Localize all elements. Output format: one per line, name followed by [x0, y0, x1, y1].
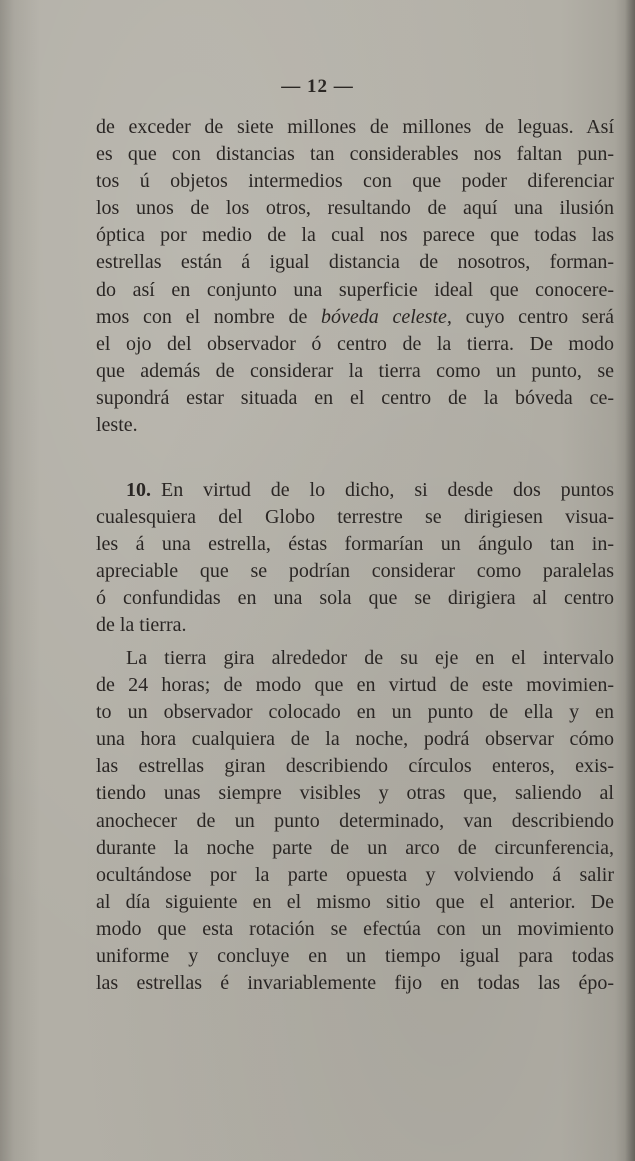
page-number: — 12 — — [281, 76, 354, 97]
text-line: una hora cualquiera de la noche, podrá observar cómo — [96, 728, 614, 751]
text-line: tos ú objetos intermedios con que poder diferenciar — [96, 170, 614, 193]
text-line-numbered — [96, 477, 614, 504]
text-line: de exceder de siete millones de millones de leguas. Así — [96, 116, 614, 138]
text-line: es que con distancias tan considerables nos faltan pun- — [96, 143, 614, 166]
text-line: to un observador colocado en un punto de ella y en — [96, 701, 614, 724]
text-line: que además de considerar la tierra como un punto, se — [96, 359, 614, 382]
text-line: do así en conjunto una superficie ideal que conocere- — [96, 278, 614, 301]
text-line: apreciable que se podrían considerar como paralelas — [96, 560, 614, 583]
paragraph-3 — [96, 645, 614, 997]
text-line: leste. — [96, 414, 138, 437]
text-segment: mos con el nombre de — [96, 305, 308, 328]
text-line: de la tierra. — [96, 614, 187, 637]
text-line: supondrá estar situada en el centro de la bóveda ce- — [96, 386, 614, 409]
text-line: de 24 horas; de modo que en virtud de este movimien- — [96, 674, 614, 697]
paragraph-2 — [96, 477, 614, 640]
text-line: al día siguiente en el mismo sitio que el anterior. De — [96, 890, 614, 913]
text-line-with-italic — [96, 304, 614, 331]
text-line: estrellas están á igual distancia de nosotros, forman- — [96, 251, 614, 274]
text-line: uniforme y concluye en un tiempo igual para todas — [96, 945, 614, 968]
section-number: 10. — [126, 479, 151, 501]
text-line: tiendo unas siempre visibles y otras que, saliendo al — [96, 782, 614, 805]
text-line: ocultándose por la parte opuesta y volviendo á salir — [96, 863, 614, 886]
text-line: La tierra gira alrededor de su eje en el intervalo — [126, 647, 614, 669]
page-edge-shadow — [625, 0, 635, 1161]
text-line: el ojo del observador ó centro de la tierra. De modo — [96, 332, 614, 355]
text-line: óptica por medio de la cual nos parece que todas las — [96, 224, 614, 247]
text-line: las estrellas é invariablemente fijo en todas las épo- — [96, 972, 614, 995]
text-segment: En virtud de lo dicho, si desde dos puntos — [161, 479, 614, 501]
text-line: los unos de los otros, resultando de aquí una ilusión — [96, 197, 614, 220]
text-line: ó confundidas en una sola que se dirigiera al centro — [96, 587, 614, 610]
text-line: les á una estrella, éstas formarían un ángulo tan in- — [96, 533, 614, 556]
text-line: modo que esta rotación se efectúa con un movimiento — [96, 917, 614, 940]
italic-term: bóveda celeste, — [321, 305, 452, 328]
paragraph-1 — [96, 114, 614, 439]
text-line: anochecer de un punto determinado, van describiendo — [96, 809, 614, 832]
text-line: durante la noche parte de un arco de circunferencia, — [96, 836, 614, 859]
text-line: las estrellas giran describiendo círculos enteros, exis- — [96, 755, 614, 778]
text-line: cualesquiera del Globo terrestre se dirigiesen visua- — [96, 506, 614, 529]
text-segment: cuyo centro será — [465, 305, 614, 328]
